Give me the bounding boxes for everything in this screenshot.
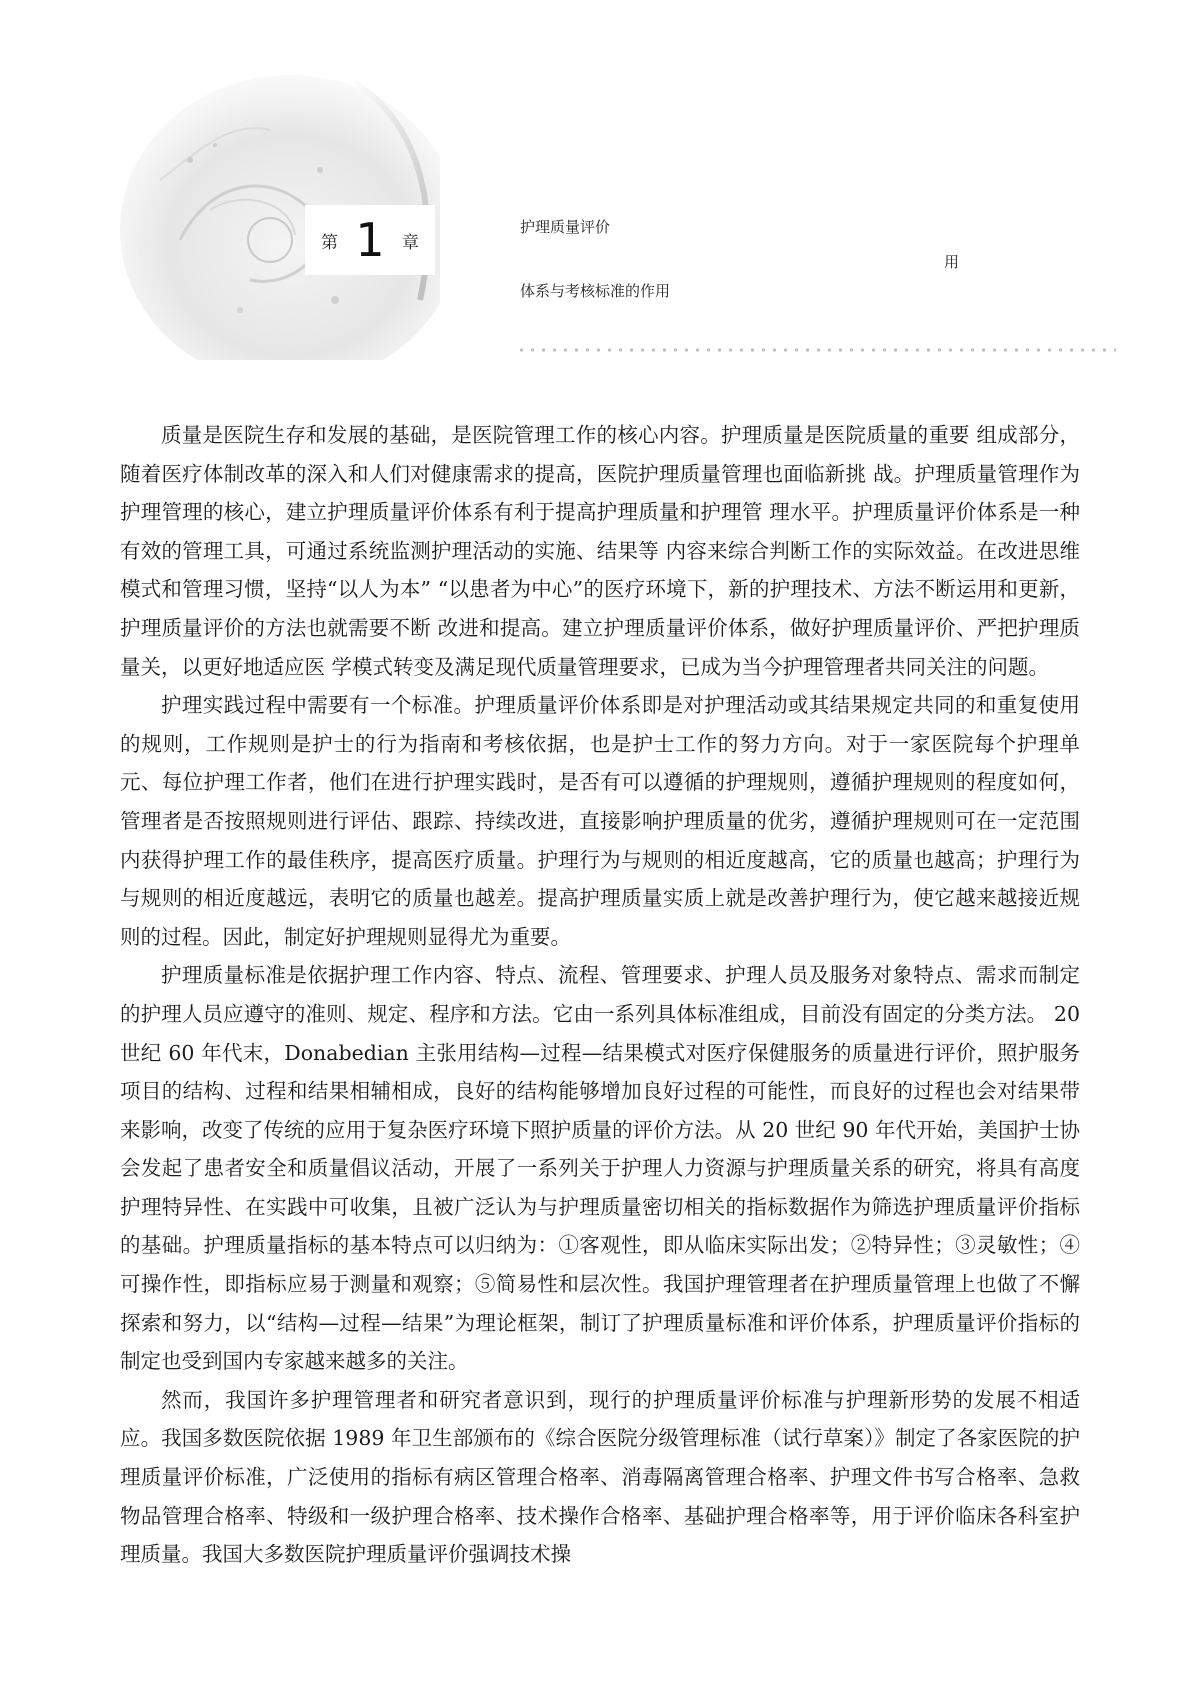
chapter-number-badge xyxy=(305,205,435,275)
chapter-title-line-2: 体系与考核标准的作用 xyxy=(520,282,671,300)
chapter-title-fragment: 用 xyxy=(944,253,960,271)
dotted-divider xyxy=(516,348,1116,352)
chapter-number: 1 xyxy=(355,213,385,267)
paragraph: 然而，我国许多护理管理者和研究者意识到，现行的护理质量评价标准与护理新形势的发展不相适应。我国多数医院依据 1989 年卫生部颁布的《综合医院分级管理标准（试行草案）》制定了各家医院的护理质量评价标准，广泛使用的指标有病区管理合格率、消毒隔离管理合格率、护理文件书写合格率、急救物品管理合格率、特级和一级护理合格率、技术操作合格率、基础护理合格率等，用于评价临床各科室护理质量。我国大多数医院护理质量评价强调技术操 xyxy=(120,1387,1080,1567)
paragraph: 护理实践过程中需要有一个标准。护理质量评价体系即是对护理活动或其结果规定共同的和重复使用的规则，工作规则是护士的行为指南和考核依据，也是护士工作的努力方向。对于一家医院每个护理单元、每位护理工作者，他们在进行护理实践时，是否有可以遵循的护理规则，遵循护理规则的程度如何，管理者是否按照规则进行评估、跟踪、持续改进，直接影响护理质量的优劣，遵循护理规则可在一定范围内获得护理工作的最佳秩序，提高医疗质量。护理行为与规则的相近度越高，它的质量也越高；护理行为与规则的相近度越远，表明它的质量也越差。提高护理质量实质上就是改善护理行为，使它越来越接近规则的过程。因此，制定好护理规则显得尤为重要。 xyxy=(120,693,1080,949)
paragraph: 质量是医院生存和发展的基础，是医院管理工作的核心内容。护理质量是医院质量的重要 组成部分，随着医疗体制改革的深入和人们对健康需求的提高，医院护理质量管理也面临新挑 战。护理质量管理作为护理管理的核心，建立护理质量评价体系有利于提高护理质量和护理管 理水平。护理质量评价体系是一种有效的管理工具，可通过系统监测护理活动的实施、结果等 内容来综合判断工作的实际效益。在改进思维模式和管理习惯，坚持“以人为本” “以患者为中心”的医疗环境下，新的护理技术、方法不断运用和更新，护理质量评价的方法也就需要不断 改进和提高。建立护理质量评价体系，做好护理质量评价、严把护理质量关，以更好地适应医 学模式转变及满足现代质量管理要求，已成为当今护理管理者共同关注的问题。 xyxy=(120,423,1080,679)
chapter-body xyxy=(120,416,1080,1574)
chapter-title-line-1: 护理质量评价 xyxy=(520,218,611,236)
chapter-prefix: 第 xyxy=(321,232,338,253)
chapter-suffix: 章 xyxy=(402,232,419,253)
paragraph: 护理质量标准是依据护理工作内容、特点、流程、管理要求、护理人员及服务对象特点、需求而制定的护理人员应遵守的准则、规定、程序和方法。它由一系列具体标准组成，目前没有固定的分类方法。 20 世纪 60 年代末，Donabedian 主张用结构—过程—结果模式对医疗保健服务的质量进行评价，照护服务项目的结构、过程和结果相辅相成，良好的结构能够增加良好过程的可能性，而良好的过程也会对结果带来影响，改变了传统的应用于复杂医疗环境下照护质量的评价方法。从 20 世纪 90 年代开始，美国护士协会发起了患者安全和质量倡议活动，开展了一系列关于护理人力资源与护理质量关系的研究，将具有高度护理特异性、在实践中可收集，且被广泛认为与护理质量密切相关的指标数据作为筛选护理质量评价指标的基础。护理质量指标的基本特点可以归纳为：①客观性，即从临床实际出发；②特异性；③灵敏性；④可操作性，即指标应易于测量和观察；⑤简易性和层次性。我国护理管理者在护理质量管理上也做了不懈探索和努力，以“结构—过程—结果”为理论框架，制订了护理质量标准和评价体系，护理质量评价指标的制定也受到国内专家越来越多的关注。 xyxy=(120,963,1080,1374)
